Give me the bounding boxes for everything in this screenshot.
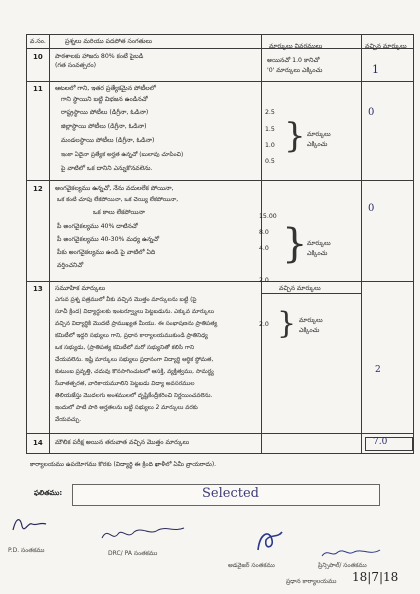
marks-note: మార్కులు <box>307 131 331 138</box>
header-question: ప్రశ్నలు మరియు పదపోత సంగతులు <box>65 38 153 45</box>
header-no: వ.సం. <box>30 38 46 45</box>
mark-option: 8.0 <box>259 229 269 236</box>
row-text: పాఠశాలకు హాజరు 80% కంటే పైబడి <box>55 53 144 60</box>
row-text: ఆటలలో గాని, ఇతర ప్రత్యేకమైన పోటీలలో <box>55 85 156 92</box>
marks-note: ఎక్కించు <box>307 250 328 257</box>
awarded-mark: 0 <box>368 203 375 214</box>
row-text: ఒక కంటి చూపు లేకపోయినా, ఒక చెయ్యి లేకపోయినా, <box>57 197 179 203</box>
row-detail: అయినచో 1.0 కానిచో <box>267 57 320 64</box>
row-divider <box>27 281 413 282</box>
adviser-signature-label: అడవైజర్ సంతకము <box>228 562 275 569</box>
row-text: ఇందులో పాటి పాఠి అర్హతలను బట్టి సభ్యులు 2 మార్కులు వరకు <box>55 405 198 411</box>
row-text: తెలియజేస్తు మొదలగు అంశములలో దృష్టికేంద్రీకరించి నిర్ణయించవలెను. <box>55 393 213 399</box>
row-number: 10 <box>33 53 43 61</box>
row-text: ఒక సభ్యుడు, (ప్రాతిపత్య కమిటీలో మరో సభ్యునితో కలిసి గాని <box>55 345 195 351</box>
mark-option: 15.00 <box>259 213 277 220</box>
result-label: ఫలితము: <box>34 489 63 497</box>
row-text: చేయవలెను. ఇష్టి మార్కులు సభ్యులు ప్రధానంగా విద్యార్థి ఆర్థిక స్థోమత, <box>55 357 214 363</box>
mark-option: 2.0 <box>259 321 269 328</box>
result-value: Selected <box>202 486 259 501</box>
row-text: అంగవైకల్యము ఉన్నచో, నేను వదులలేక పోయినా, <box>55 185 174 192</box>
brace-icon: } <box>282 221 308 267</box>
mark-option: 4.0 <box>259 245 269 252</box>
row-text: జిల్లాస్థాయి పోటీలు (డిగ్రీనా, ఓడినా) <box>61 123 147 130</box>
total-mark: 7.0 <box>373 437 388 447</box>
header-marks-awarded: వచ్చిన మార్కులు <box>365 43 407 50</box>
row-text: కుటుంబ ప్రవృత్తి, చదువు కొనసాగించుటలో ఆసక్తి, వ్యక్తిత్వము, సామర్థ్య <box>55 369 214 375</box>
drc-signature-label: DRC/ PA సంతకము <box>108 550 158 557</box>
row-divider <box>27 433 413 434</box>
col-divider <box>49 35 50 453</box>
row-text: వచ్చిన విద్యార్థికి మొదటి ప్రాముఖ్యత మీయు. ఈ సంభాషణను ప్రాతిపత్య <box>55 321 218 327</box>
adviser-signature-icon <box>252 526 292 556</box>
row-title: సమూహిక మార్కులు <box>55 285 106 292</box>
signature-date: 18|7|18 <box>352 570 399 584</box>
row-text: (గత సంవత్సరం) <box>55 62 97 69</box>
row-divider <box>27 180 413 181</box>
awarded-mark: 0 <box>368 107 375 118</box>
row-text: పై వాటిలో ఒక దానిని ఎన్నుకొనవలెను. <box>61 165 153 172</box>
row-text: గాని స్థాయిని బట్టి విభజన ఉండినచో <box>61 96 148 103</box>
row-text: ఇంకా ఏదైనా ప్రత్యేక అర్హత ఉన్నచో (బులావు చూపించి) <box>61 152 184 158</box>
marks-note: ఎక్కించు <box>299 327 320 334</box>
row-text: మండలస్థాయి పోటీలు (డిగ్రీనా, ఓడినా) <box>61 137 155 144</box>
marks-note: మార్కులు <box>307 240 331 247</box>
mark-option: 1.0 <box>265 142 275 149</box>
row-divider <box>27 81 413 82</box>
office-signature-label: ప్రధాన కార్యాలయము <box>286 578 337 585</box>
row-text: సేవాతత్పరత, వారికాయమూలిని పెట్టబడు విద్యా అవసరముల <box>55 381 195 387</box>
brace-icon: } <box>284 116 306 156</box>
mark-option: 2.5 <box>265 109 275 116</box>
row-text: పీకు అంగవైకల్యము ఉండి పై వాటిలో ఏది <box>57 249 156 256</box>
row-text: పీ అంగవైకల్యము 40-30% మధ్య ఉన్నచో <box>57 236 160 243</box>
row-divider <box>27 48 413 49</box>
brace-icon: } <box>277 306 297 341</box>
col-divider <box>261 35 262 453</box>
mark-option: 2.0 <box>259 277 269 284</box>
row-text: సూచీ క్రింద) విద్యార్థులకు ఇంటర్వ్యూలు పెట్టబడును. ఎక్కువ మార్కులు <box>55 309 215 315</box>
mark-option: 0.5 <box>265 158 275 165</box>
po-signature-label: P.D. సంతకము <box>8 547 45 554</box>
row-text: రాష్ట్రస్థాయి పోటీలు (డిగ్రీనా, ఓడినా) <box>61 109 149 116</box>
row-number: 14 <box>33 439 43 447</box>
row-text: ఎగువ ప్రశ్న పత్రములో వీకు వచ్చిన మొత్తం మార్కులను బట్టి (పై <box>55 297 197 303</box>
awarded-mark: 2 <box>375 365 381 375</box>
row-text: వేయవచ్చు. <box>55 417 82 423</box>
office-note: కార్యాలయము ఉపయోగము కొరకు (విద్యార్థి ఈ క్రింది ఖాళీలో ఏమీ వ్రాయరాదు). <box>30 461 217 468</box>
principal-signature-label: ప్రిన్సిపాల్/ సంతకము <box>318 562 367 569</box>
row-number: 13 <box>33 285 43 293</box>
po-signature-icon <box>10 512 50 538</box>
row-number: 11 <box>33 85 43 93</box>
detail-header: వచ్చిన మార్కులు <box>279 285 321 292</box>
marks-note: మార్కులు <box>299 317 323 324</box>
row-text: కమిటీలో ఇద్దరి సభ్యులు గాని, ప్రధాన కార్యాలయముకుండి ప్రాతినిధ్య <box>55 333 208 339</box>
drc-signature-icon <box>98 520 188 546</box>
header-marks-detail: మార్కులు వివరములు <box>269 43 323 50</box>
row-text: మౌలిక పరీక్ష అయిన తరువాత వచ్చిన మొత్తం మార్కులు <box>55 439 190 446</box>
row-text: ఒక కాలు లేకపోయినా <box>93 209 145 216</box>
row-detail: '0' మార్కులు ఎక్కించు <box>267 67 323 74</box>
row-number: 12 <box>33 185 43 193</box>
awarded-mark: 1 <box>372 63 379 76</box>
mark-option: 1.5 <box>265 126 275 133</box>
evaluation-table <box>26 34 414 454</box>
row-text: వర్తించనిచో <box>57 262 84 269</box>
row-text: పీ అంగవైకల్యము 40% దాటినచో <box>57 223 138 230</box>
col-divider <box>361 35 362 453</box>
row-divider <box>261 293 361 294</box>
principal-signature-icon <box>320 544 390 562</box>
marks-note: ఎక్కించు <box>307 141 328 148</box>
